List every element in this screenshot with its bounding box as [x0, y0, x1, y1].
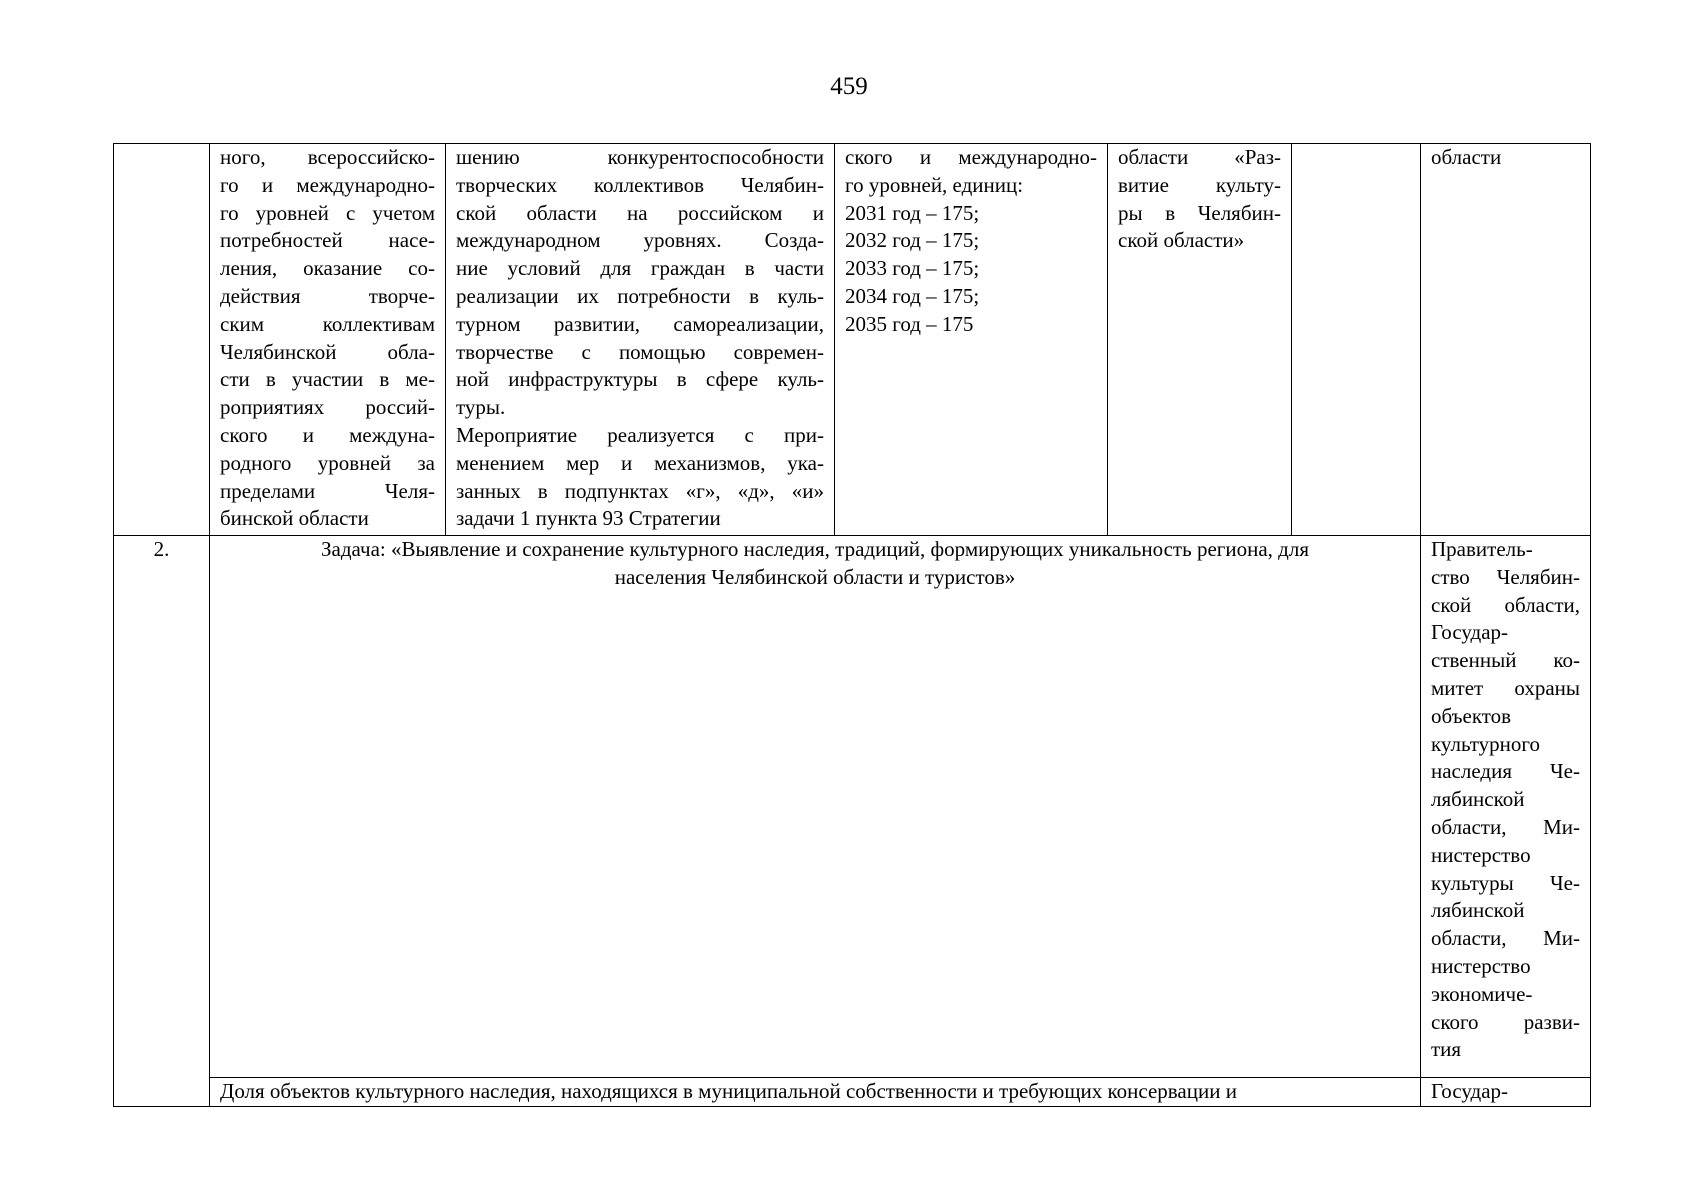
table-row [114, 536, 1591, 1078]
text-line: реализации их потребности в куль- [456, 283, 824, 308]
text-line: го и международно- [220, 172, 435, 197]
description-cell [446, 144, 835, 536]
text-line: экономиче- [1431, 981, 1533, 1006]
text-line: действия творче- [220, 283, 435, 308]
text-line: Правитель- [1431, 537, 1533, 561]
text-line: области «Раз- [1118, 145, 1281, 169]
text-line: культурного [1431, 731, 1540, 756]
event-cell [210, 144, 446, 536]
text-line: ской области, [1431, 592, 1580, 617]
text-line: 2035 год – 175 [845, 311, 974, 336]
responsible-text [1431, 536, 1580, 1064]
text-line: ской области на российском и [456, 200, 824, 225]
text-line: международном уровнях. Созда- [456, 228, 824, 253]
text-line: лябинской [1431, 787, 1525, 812]
text-line: области [1431, 145, 1502, 169]
text-line: населения Челябинской области и туристов» [614, 564, 1016, 589]
text-line: наследия Че- [1431, 759, 1580, 784]
indicator-cell [835, 144, 1108, 536]
text-line: ной инфраструктуры в сфере куль- [456, 367, 824, 392]
text-line: задачи 1 пункта 93 Стратегии [456, 506, 721, 531]
text-line: области, Ми- [1431, 814, 1580, 839]
text-line: потребностей насе- [220, 228, 435, 253]
text-line: нистерство [1431, 842, 1531, 867]
page-number: 459 [830, 73, 868, 100]
description-text [456, 144, 824, 533]
text-line: Мероприятие реализуется с при- [456, 422, 824, 447]
text-line: ного, всероссийско- [220, 145, 435, 169]
text-line: го уровней, единиц: [845, 172, 1024, 197]
text-line: ского и международно- [845, 145, 1097, 169]
text-line: менением мер и механизмов, ука- [456, 450, 824, 475]
text-line: ние условий для граждан в части [456, 256, 824, 281]
task-cell [210, 536, 1421, 1078]
text-line: ления, оказание со- [220, 256, 435, 281]
text-line: тия [1431, 1037, 1462, 1062]
text-line: ским коллективам [220, 311, 435, 336]
text-line: 2034 год – 175; [845, 283, 980, 308]
text-line: пределами Челя- [220, 478, 435, 503]
text-line: турном развитии, самореализации, [456, 311, 824, 336]
text-line: ственный ко- [1431, 648, 1580, 673]
table-row [114, 1078, 1591, 1107]
text-line: Челябинской обла- [220, 339, 435, 364]
text-line: шению конкурентоспособности [456, 145, 824, 169]
text-line: митет охраны [1431, 675, 1580, 700]
text-line: 2032 год – 175; [845, 228, 980, 253]
text-line: родного уровней за [220, 450, 435, 475]
text-line: сти в участии в ме- [220, 367, 435, 392]
responsible-cell: Государ- [1421, 1078, 1591, 1107]
task-text [220, 536, 1410, 592]
text-line: ры в Челябин- [1118, 200, 1281, 225]
program-table [113, 143, 1591, 1107]
text-line: объектов [1431, 703, 1512, 728]
responsible-cell [1421, 144, 1591, 536]
program-text [1118, 144, 1281, 255]
text-line: роприятиях россий- [220, 395, 435, 420]
text-line: Задача: «Выявление и сохранение культурного наследия, традиций, формирующих уникальность региона, для [321, 537, 1309, 561]
empty-cell [1292, 144, 1421, 536]
program-cell [1108, 144, 1292, 536]
text-line: ского разви- [1431, 1009, 1580, 1034]
text-line: ского и междуна- [220, 422, 435, 447]
text-line: туры. [456, 395, 506, 420]
table-row [114, 144, 1591, 536]
indicator-name-cell: Доля объектов культурного наследия, находящихся в муниципальной собственности и требующих консервации и [210, 1078, 1421, 1107]
row-number-cell: 2. [114, 536, 210, 1107]
text-line: творчестве с помощью современ- [456, 339, 824, 364]
text-line: творческих коллективов Челябин- [456, 172, 824, 197]
text-line: нистерство [1431, 953, 1531, 978]
text-line: 2033 год – 175; [845, 256, 980, 281]
text-line: го уровней с учетом [220, 200, 435, 225]
event-text [220, 144, 435, 533]
text-line: Государ- [1431, 620, 1509, 645]
text-line: культуры Че- [1431, 870, 1580, 895]
responsible-cell [1421, 536, 1591, 1078]
text-line: занных в подпунктах «г», «д», «и» [456, 478, 824, 503]
text-line: 2031 год – 175; [845, 200, 980, 225]
text-line: лябинской [1431, 898, 1525, 923]
indicator-text [845, 144, 1097, 339]
text-line: бинской области [220, 506, 369, 531]
text-line: ской области» [1118, 228, 1245, 253]
responsible-text [1431, 144, 1580, 172]
text-line: витие культу- [1118, 172, 1281, 197]
row-number-cell [114, 144, 210, 536]
text-line: ство Челябин- [1431, 564, 1580, 589]
text-line: области, Ми- [1431, 926, 1580, 951]
